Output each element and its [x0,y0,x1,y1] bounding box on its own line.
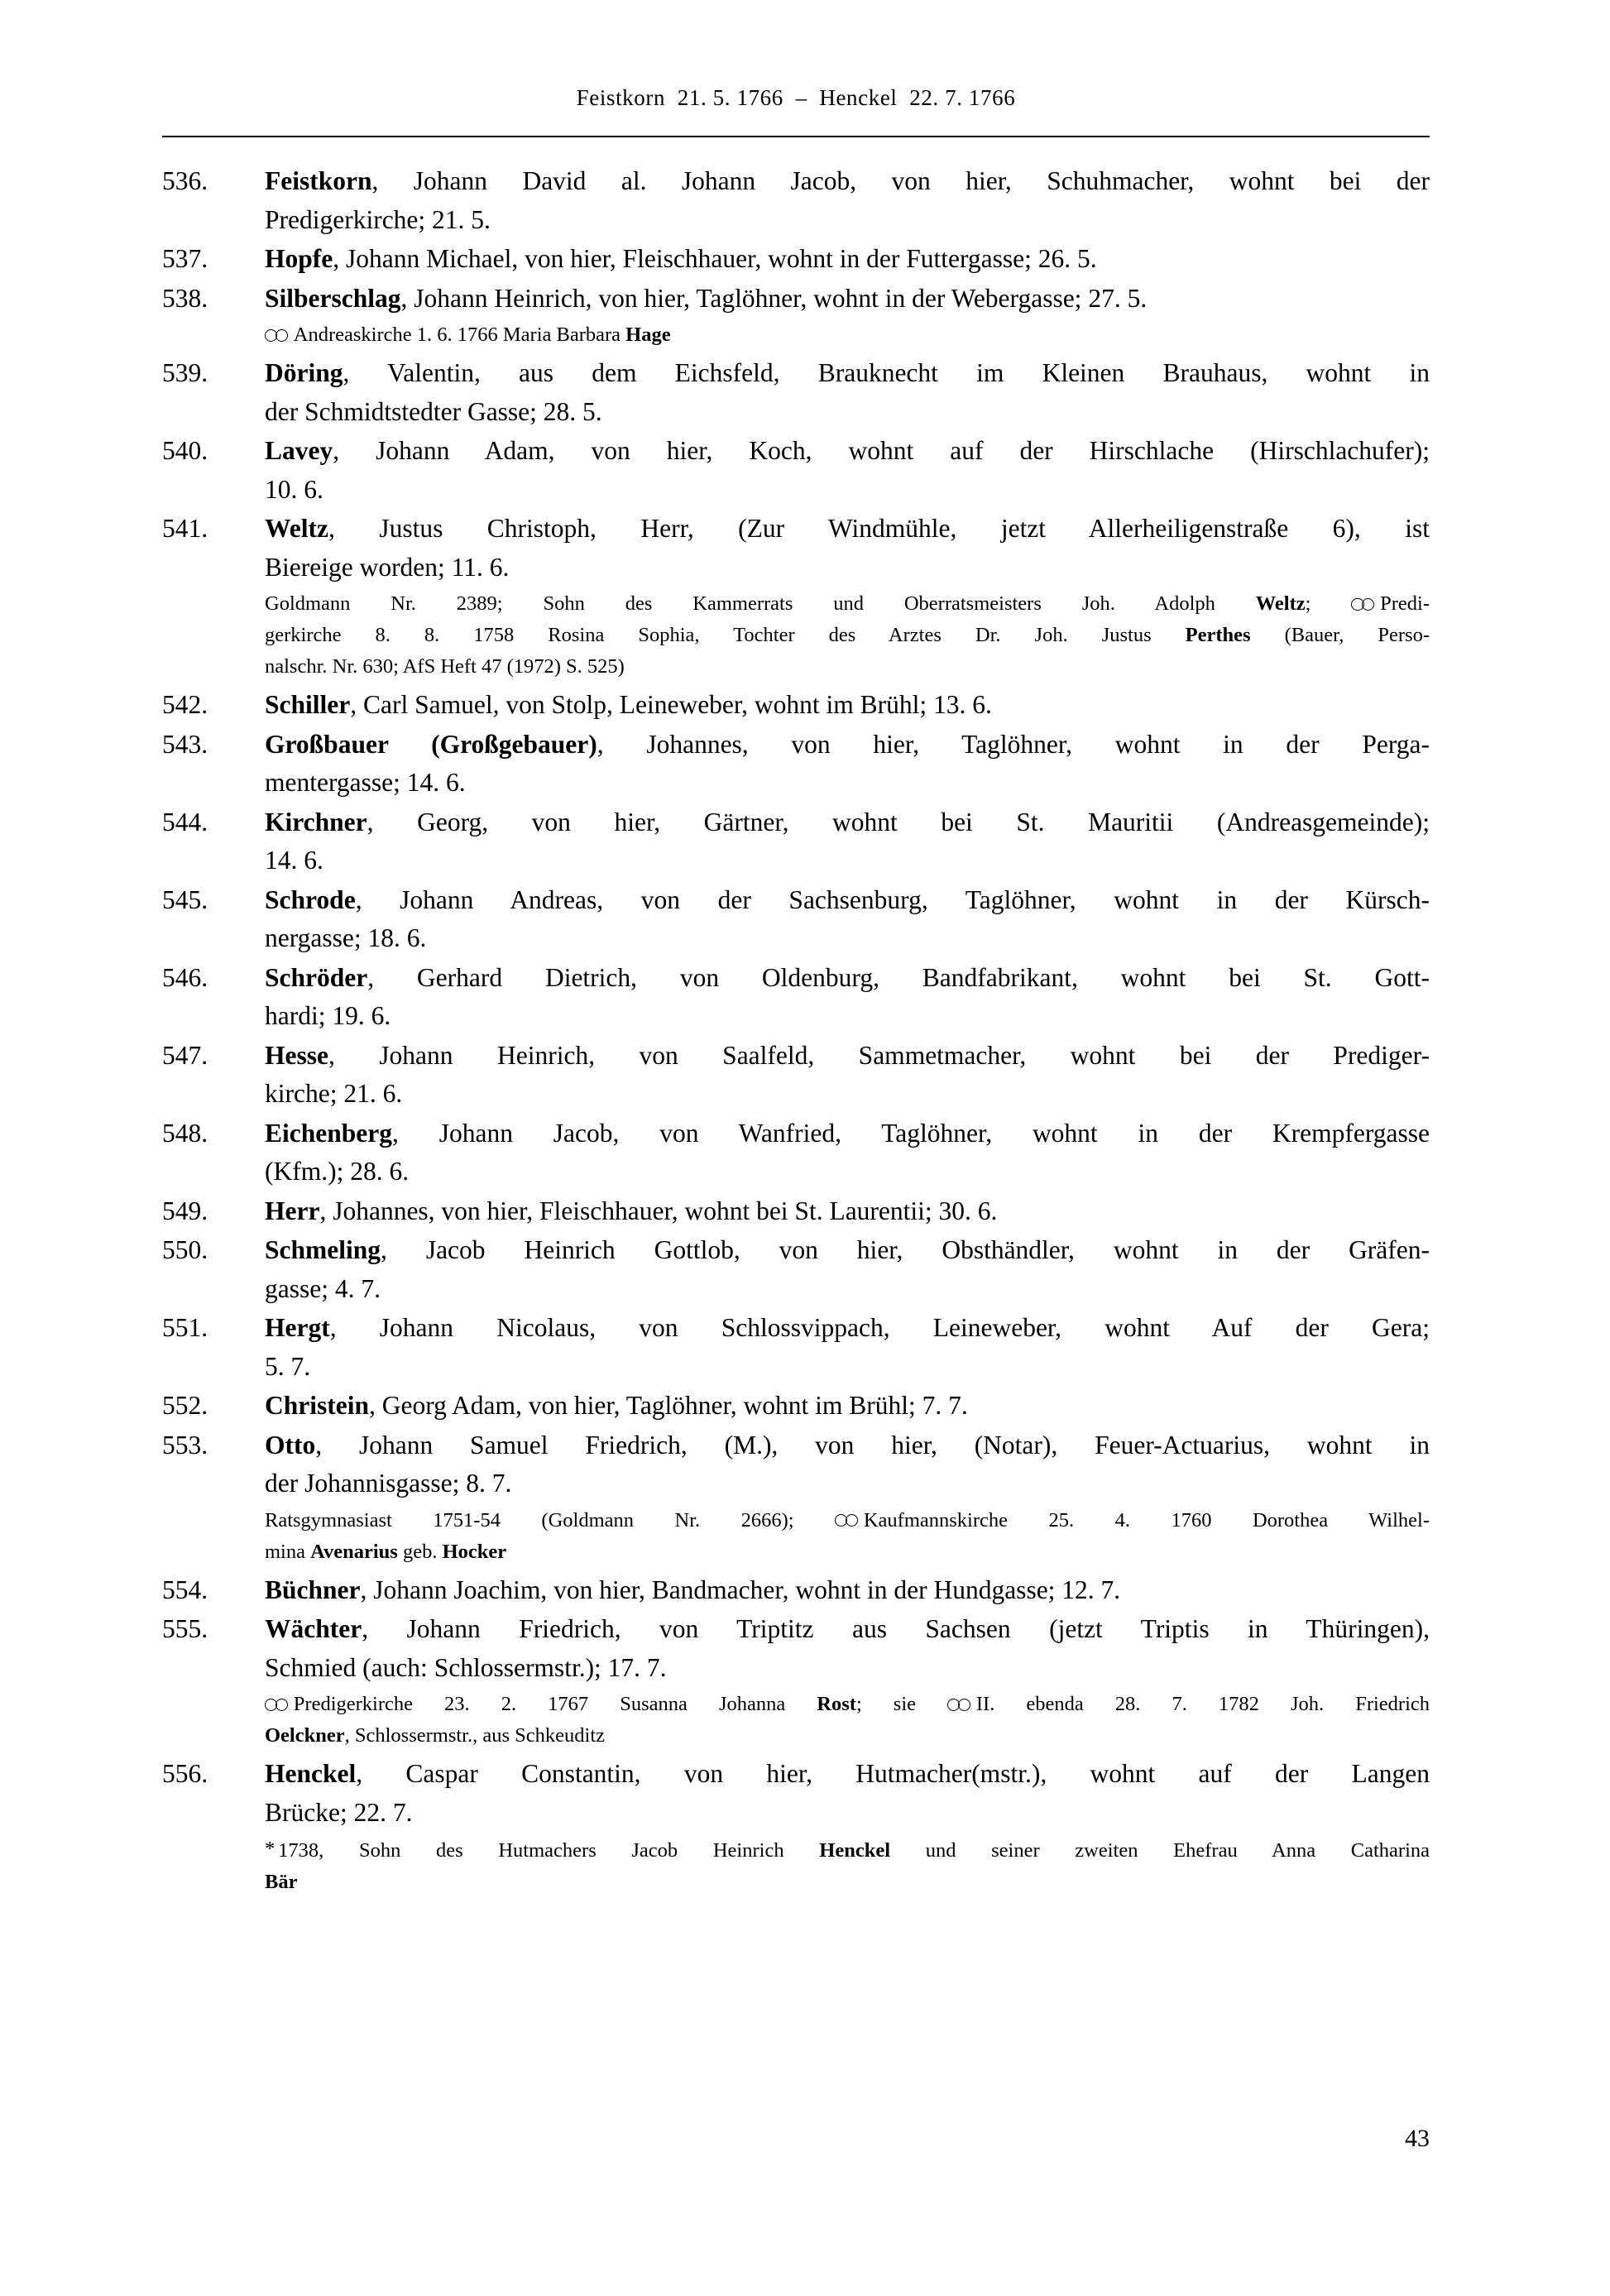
entry-surname: Christein [265,1391,369,1420]
entry-surname: Büchner [265,1575,361,1604]
entry-text: , Johann Nicolaus, von Schlossvippach, Leineweber, wohnt Auf der Gera; [329,1313,1430,1342]
entry-line: (Kfm.); 28. 6. [265,1157,410,1186]
entry-number: 540. [162,436,208,465]
entry-number: 542. [162,690,208,719]
entry-line [265,510,1430,549]
entry-note [162,319,1430,351]
entry-line [265,1192,1430,1231]
entry-text: , Caspar Constantin, von hier, Hutmacher(mstr.), wohnt auf der Langen [356,1759,1430,1788]
entry-text: , Johann Samuel Friedrich, (M.), von hier, (Notar), Feuer-Actuarius, wohnt in [315,1430,1430,1460]
entry [162,1114,1430,1191]
entry-line [265,1309,1430,1348]
note-line: * 1738, Sohn des Hutmachers Jacob Heinrich Henckel und seiner zweiten Ehefrau Anna Catharina [265,1838,1430,1862]
entry [162,881,1430,958]
entry-text: , Johannes, von hier, Fleischhauer, wohnt bei St. Laurentii; 30. 6. [319,1196,998,1225]
entry-number: 537. [162,244,208,273]
entry-number: 553. [162,1430,208,1460]
entry [162,162,1430,239]
entry-line [265,1114,1430,1153]
entry-text: , Georg Adam, von hier, Taglöhner, wohnt im Brühl; 7. 7. [369,1391,968,1420]
entry-line: kirche; 21. 6. [265,1079,403,1108]
note-line: mina Avenarius geb. Hocker [265,1540,507,1563]
entry-text: , Johann Michael, von hier, Fleischhauer, wohnt in der Futtergasse; 26. 5. [333,244,1097,273]
entry [162,1426,1430,1503]
entry-surname: Hergt [265,1313,330,1342]
entry-surname: Lavey [265,436,333,465]
entry-number: 555. [162,1614,208,1643]
entry-line: 14. 6. [265,846,323,875]
entry [162,432,1430,509]
entry-text: , Gerhard Dietrich, von Oldenburg, Bandfabrikant, wohnt bei St. Gott- [367,962,1430,992]
entry-text: , Carl Samuel, von Stolp, Leineweber, wohnt im Brühl; 13. 6. [350,690,992,719]
entry [162,803,1430,880]
entry-surname: Hesse [265,1040,328,1070]
entry [162,1309,1430,1386]
entry [162,1037,1430,1114]
entry [162,959,1430,1036]
entry [162,686,1430,725]
entry [162,1192,1430,1231]
entry-line [265,1231,1430,1270]
entry [162,1387,1430,1426]
entry-text: , Johann Friedrich, von Triptitz aus Sachsen (jetzt Triptis in Thüringen), [362,1614,1430,1643]
entry-line [265,354,1430,393]
page-number: 43 [1405,2125,1430,2152]
entry-note [162,588,1430,683]
entry-surname: Eichenberg [265,1118,392,1148]
entry-line: der Johannisgasse; 8. 7. [265,1469,512,1498]
entry-number: 549. [162,1196,208,1225]
entry-line [265,1610,1430,1649]
entry [162,1571,1430,1610]
entry-line [265,1755,1430,1794]
note-line: nalschr. Nr. 630; AfS Heft 47 (1972) S. 525) [265,655,625,678]
entry-surname: Döring [265,358,343,387]
entry-number: 554. [162,1575,208,1604]
entry-number: 538. [162,283,208,313]
entry-text: , Johann David al. Johann Jacob, von hier, Schuhmacher, wohnt bei der [371,166,1430,195]
entry-surname: Schröder [265,962,368,992]
entry-surname: Schrode [265,884,356,914]
entry-surname: Kirchner [265,807,367,836]
note-line: Goldmann Nr. 2389; Sohn des Kammerrats und Oberratsmeisters Joh. Adolph Weltz; Predi- [265,592,1430,615]
entry-note [162,1689,1430,1752]
entry [162,1755,1430,1832]
entry-line [265,959,1430,998]
entry-number: 550. [162,1235,208,1264]
note-line: Bär [265,1870,298,1893]
entry-line [265,726,1430,765]
entry-line: hardi; 19. 6. [265,1001,391,1030]
entry-line: Brücke; 22. 7. [265,1797,413,1827]
entry-line [265,1387,1430,1426]
entry-number: 546. [162,962,208,992]
entry-list [162,162,1430,1901]
entry-line [265,240,1430,279]
entry-text: , Jacob Heinrich Gottlob, von hier, Obsthändler, wohnt in der Gräfen- [381,1235,1430,1264]
entry-line: Biereige worden; 11. 6. [265,552,510,582]
entry-line [265,1571,1430,1610]
running-head-container [162,86,1430,111]
entry-line [265,1426,1430,1465]
entry [162,354,1430,431]
entry-surname: Feistkorn [265,166,372,195]
entry-line [265,686,1430,725]
entry-line: der Schmidtstedter Gasse; 28. 5. [265,396,602,426]
entry-surname: Schiller [265,690,351,719]
entry-text: , Johann Joachim, von hier, Bandmacher, wohnt in der Hundgasse; 12. 7. [360,1575,1121,1604]
entry-text: , Johann Jacob, von Wanfried, Taglöhner, wohnt in der Krempfergasse [392,1118,1430,1148]
note-line: Oelckner, Schlossermstr., aus Schkeuditz [265,1724,606,1747]
entry [162,510,1430,587]
entry-text: , Johannes, von hier, Taglöhner, wohnt in der Perga- [597,729,1430,759]
entry-number: 541. [162,514,208,543]
entry-text: , Valentin, aus dem Eichsfeld, Brauknecht im Kleinen Brauhaus, wohnt in [343,358,1430,387]
entry-line: 5. 7. [265,1351,311,1381]
entry-text: , Johann Heinrich, von hier, Taglöhner, wohnt in der Webergasse; 27. 5. [400,283,1148,313]
marriage-icon [265,1699,291,1711]
entry-line [265,432,1430,471]
entry-number: 539. [162,358,208,387]
entry-line [265,162,1430,201]
entry-line: nergasse; 18. 6. [265,923,427,952]
entry-surname: Großbauer (Großgebauer) [265,729,597,759]
entry-line: gasse; 4. 7. [265,1273,381,1303]
entry-surname: Henckel [265,1759,357,1788]
entry-number: 545. [162,884,208,914]
entry-number: 552. [162,1391,208,1420]
entry-note [162,1833,1430,1898]
entry-text: , Justus Christoph, Herr, (Zur Windmühle, jetzt Allerheiligenstraße 6), ist [328,514,1430,543]
entry-surname: Wächter [265,1614,362,1643]
entry-line: Predigerkirche; 21. 5. [265,204,491,234]
entry-surname: Weltz [265,514,328,543]
note-line: Andreaskirche 1. 6. 1766 Maria Barbara Hage [265,319,1430,351]
entry-number: 547. [162,1040,208,1070]
entry-number: 536. [162,166,208,195]
entry-text: , Johann Andreas, von der Sachsenburg, Taglöhner, wohnt in der Kürsch- [355,884,1430,914]
entry-text: , Johann Heinrich, von Saalfeld, Sammetmacher, wohnt bei der Prediger- [328,1040,1430,1070]
entry-surname: Otto [265,1430,316,1460]
entry [162,1610,1430,1687]
entry [162,1231,1430,1308]
entry-line [265,881,1430,920]
entry-number: 548. [162,1118,208,1148]
entry-line [265,1037,1430,1076]
entry-line: mentergasse; 14. 6. [265,768,466,797]
entry-text: , Johann Adam, von hier, Koch, wohnt auf der Hirschlache (Hirschlachufer); [333,436,1430,465]
entry-line [265,803,1430,842]
entry-line: 10. 6. [265,474,323,504]
entry-note [162,1505,1430,1568]
entry [162,280,1430,319]
header-rule [162,136,1430,137]
note-line: Predigerkirche 23. 2. 1767 Susanna Johanna Rost; sie II. ebenda 28. 7. 1782 Joh. Friedrich [265,1689,1430,1720]
entry-line [265,280,1430,319]
entry-surname: Schmeling [265,1235,381,1264]
entry-number: 551. [162,1313,208,1342]
entry-number: 556. [162,1759,208,1788]
entry-surname: Hopfe [265,244,333,273]
marriage-icon [265,329,291,342]
entry-line: Schmied (auch: Schlossermstr.); 17. 7. [265,1652,667,1682]
note-line: Ratsgymnasiast 1751-54 (Goldmann Nr. 2666); Kaufmannskirche 25. 4. 1760 Dorothea Wilhel- [265,1508,1430,1531]
entry-text: , Georg, von hier, Gärtner, wohnt bei St. Mauritii (Andreasgemeinde); [367,807,1430,836]
entry-surname: Silberschlag [265,283,401,313]
entry [162,726,1430,803]
entry-number: 543. [162,729,208,759]
entry [162,240,1430,279]
running-head: Feistkorn 21. 5. 1766 – Henckel 22. 7. 1766 [576,85,1016,110]
note-line: gerkirche 8. 8. 1758 Rosina Sophia, Tochter des Arztes Dr. Joh. Justus Perthes (Bauer, Perso- [265,624,1430,646]
entry-surname: Herr [265,1196,320,1225]
entry-number: 544. [162,807,208,836]
